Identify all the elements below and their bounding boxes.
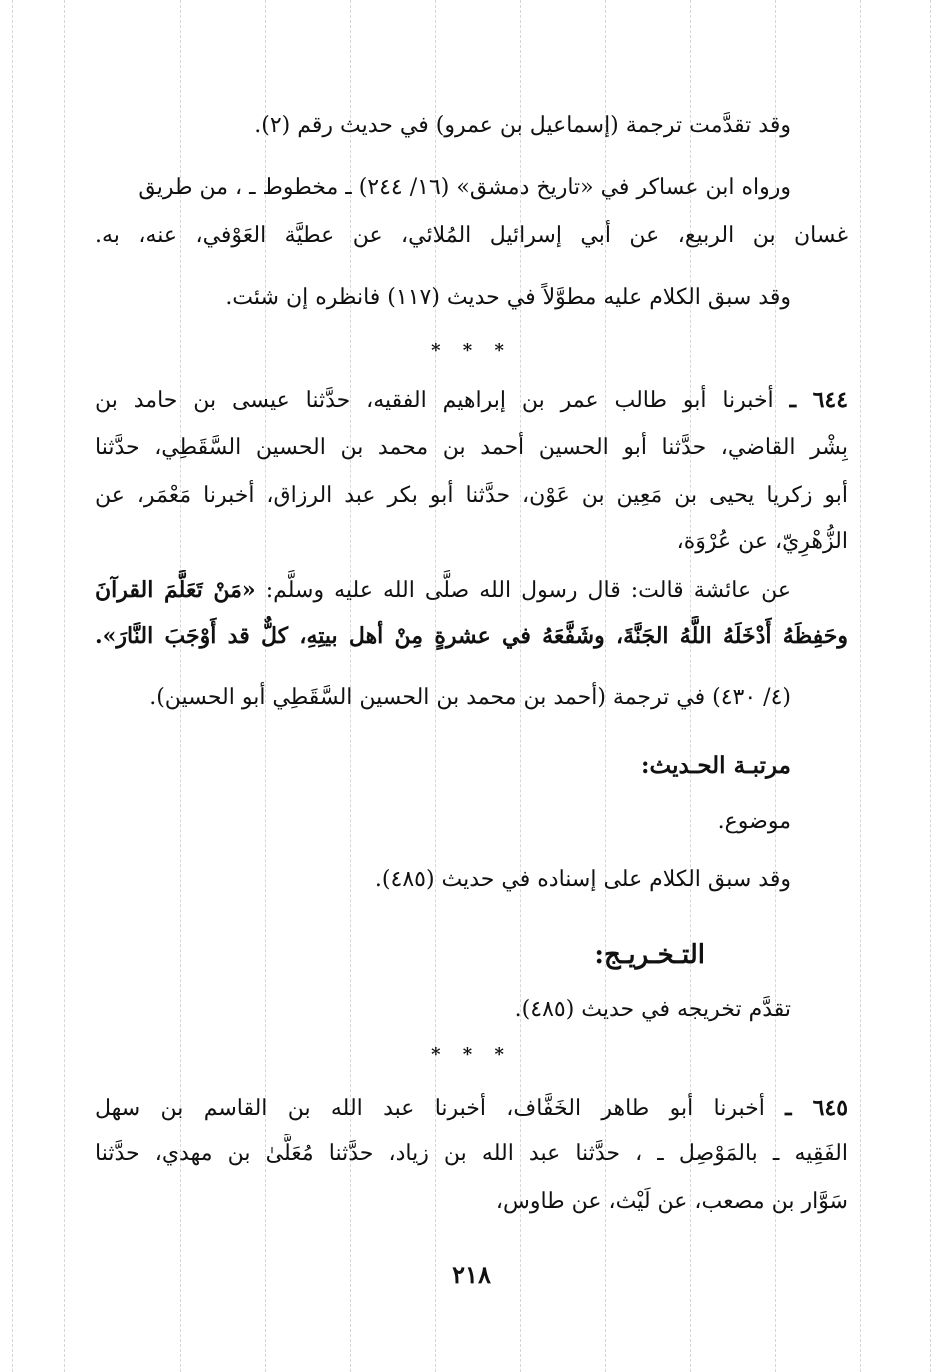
- page-number: ٢١٨: [452, 1260, 491, 1289]
- section-separator: * * *: [431, 340, 512, 361]
- paragraph-ibn-asakir-line-1: ورواه ابن عساكر في «تاريخ دمشق» (١٦/ ٢٤٤) ـ مخطوط ـ ، من طريق: [138, 175, 791, 200]
- prophetic-text: «مَنْ تَعَلَّمَ القرآنَ: [95, 577, 256, 603]
- source-reference: (٤/ ٤٣٠) في ترجمة (أحمد بن محمد بن الحسين السَّقَطِي أبو الحسين).: [149, 685, 791, 710]
- aisha-line-2: وحَفِظَهُ أَدْخَلَهُ اللَّهُ الجَنَّةَ، وشَفَّعَهُ في عشرةٍ مِنْ أهل بيتِهِ، كلٌّ قد أَوْجَبَ النَّارَ».: [95, 623, 848, 649]
- hadith-645-line-2: الفَقِيه ـ بالمَوْصِل ـ ، حدَّثنا عبد الله بن زياد، حدَّثنا مُعَلَّىٰ بن مهدي، حدَّثنا: [95, 1141, 848, 1166]
- hadith-645-line-1: [95, 1088, 848, 1128]
- rank-note: وقد سبق الكلام على إسناده في حديث (٤٨٥).: [374, 867, 791, 892]
- paragraph-previous-discussion: وقد سبق الكلام عليه مطوَّلاً في حديث (١١٧) فانظره إن شئت.: [225, 285, 791, 310]
- hadith-number: ٦٤٥ ـ: [785, 1095, 848, 1121]
- hadith-644-line-2: بِشْر القاضي، حدَّثنا أبو الحسين أحمد بن محمد بن الحسين السَّقَطِي، حدَّثنا: [95, 435, 848, 460]
- hadith-644-line-1: [95, 380, 848, 420]
- section-separator: * * *: [431, 1044, 512, 1065]
- hadith-644-line-4: الزُّهْرِيّ، عن عُرْوَة،: [676, 529, 848, 554]
- paragraph-translation-note: وقد تقدَّمت ترجمة (إسماعيل بن عمرو) في حديث رقم (٢).: [254, 113, 791, 138]
- takhrij-value: تقدَّم تخريجه في حديث (٤٨٥).: [514, 997, 791, 1022]
- hadith-644-line-3: أبو زكريا يحيى بن مَعِين بن عَوْن، حدَّثنا أبو بكر عبد الرزاق، أخبرنا مَعْمَر، عن: [95, 483, 848, 508]
- hadith-number: ٦٤٤ ـ: [789, 387, 848, 413]
- hadith-645-text: أخبرنا أبو طاهر الخَفَّاف، أخبرنا عبد الله بن القاسم بن سهل: [95, 1096, 765, 1121]
- rank-value: موضوع.: [717, 809, 791, 834]
- hadith-644-text: أخبرنا أبو طالب عمر بن إبراهيم الفقيه، حدَّثنا عيسى بن حامد بن: [95, 388, 774, 413]
- aisha-line-1: [95, 570, 791, 610]
- takhrij-heading: التـخـريـج:: [594, 940, 705, 970]
- aisha-intro: عن عائشة قالت: قال رسول الله صلَّى الله عليه وسلَّم:: [255, 578, 791, 603]
- paragraph-ibn-asakir-line-2: غسان بن الربيع، عن أبي إسرائيل المُلائي، عن عطيَّة العَوْفي، عنه، به.: [95, 223, 848, 248]
- rank-heading: مرتبـة الحـديث:: [641, 752, 791, 779]
- hadith-645-line-3: سَوَّار بن مصعب، عن لَيْث، عن طاوس،: [495, 1189, 848, 1214]
